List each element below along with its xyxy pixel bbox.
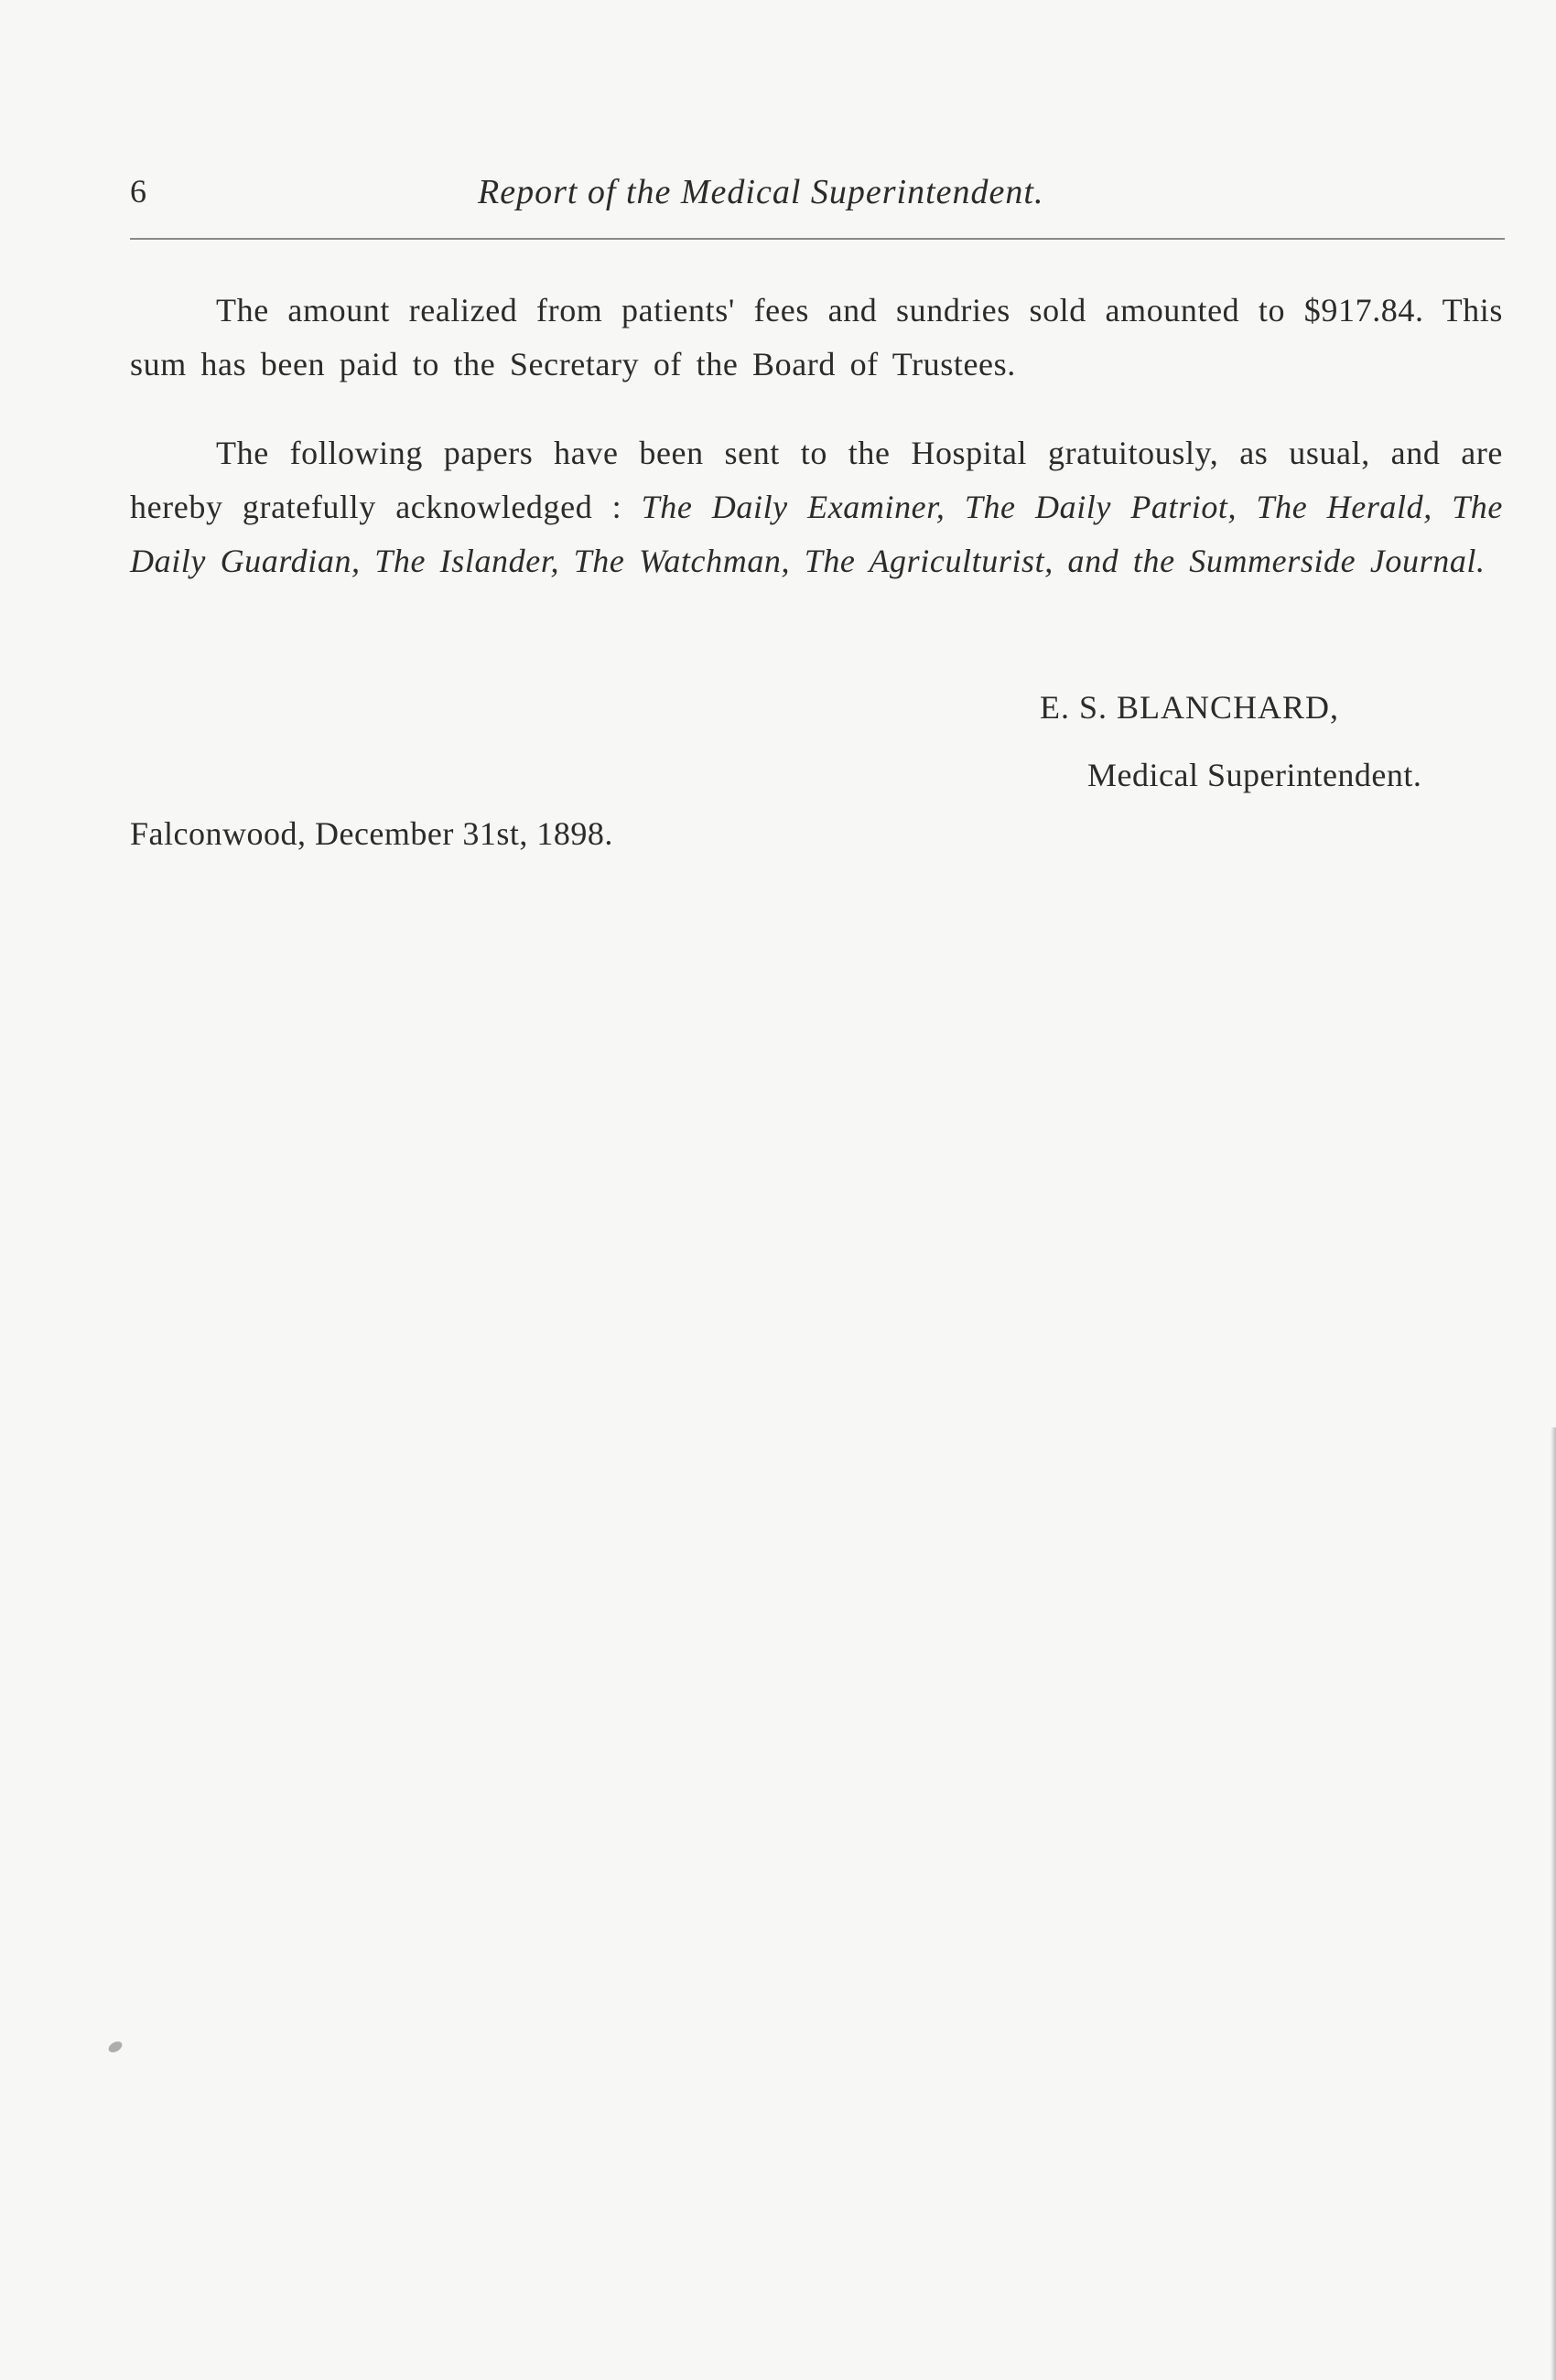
signature-title: Medical Superintendent. — [1087, 757, 1422, 793]
place-date: Falconwood, December 31st, 1898. — [130, 815, 613, 852]
running-head: Report of the Medical Superintendent. — [478, 173, 1044, 211]
signature-name: E. S. BLANCHARD, — [1040, 689, 1340, 726]
header-rule — [130, 238, 1505, 240]
papers-intro: The following papers have been sent to the Hospital gratuitously, as usual, and are hereby gratefully acknowledged : — [130, 435, 1503, 525]
ink-speck — [107, 2040, 124, 2055]
page-edge-shadow — [1551, 1427, 1556, 2380]
page-header — [130, 165, 1503, 220]
papers-list: The Daily Examiner, The Daily Patriot, The Herald, The Daily Guardian, The Islander, The Watchman, The Agriculturist, and the Summerside Journal. — [130, 489, 1503, 579]
page-number: 6 — [130, 173, 146, 210]
papers-paragraph — [130, 426, 1503, 588]
fees-paragraph: The amount realized from patients' fees and sundries sold amounted to $917.84. This sum has been paid to the Secretary of the Board of Trustees. — [130, 292, 1503, 382]
